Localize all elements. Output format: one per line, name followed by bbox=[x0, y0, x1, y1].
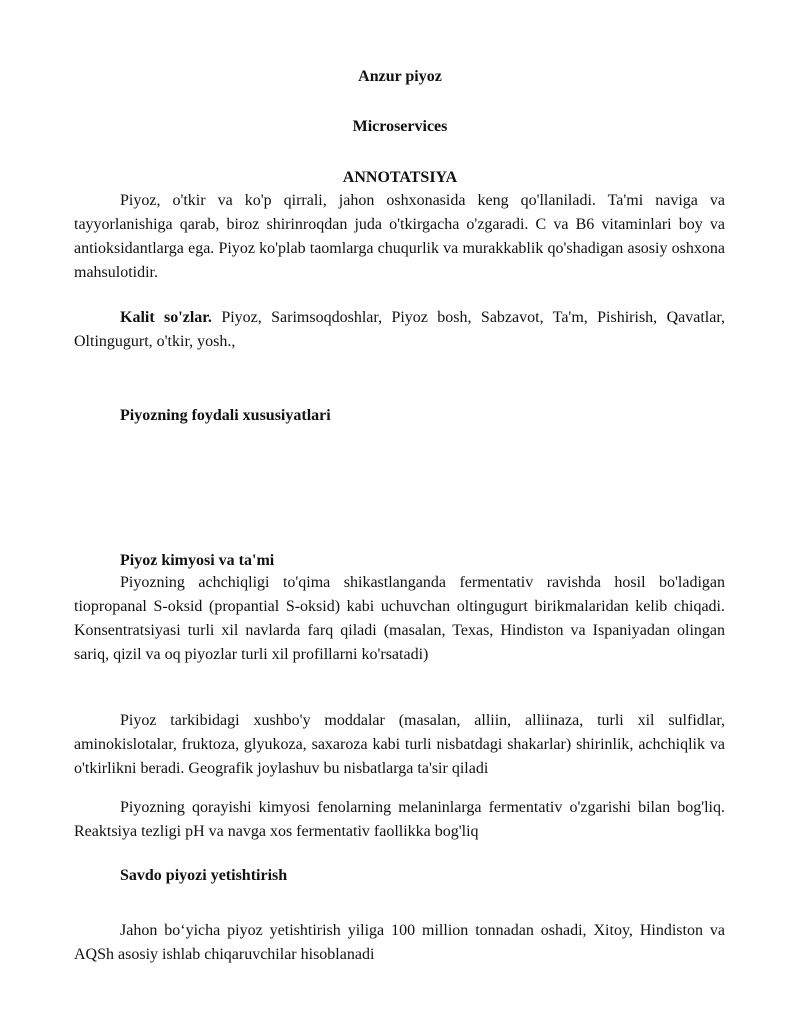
cultivation-paragraph: Jahon bo‘yicha piyoz yetishtirish yiliga 100 million tonnadan oshadi, Xitoy, Hindiston va AQSh asosiy ishlab chiqaruvchilar hisoblanadi bbox=[74, 922, 725, 963]
document-subtitle: Microservices bbox=[352, 118, 448, 135]
chemistry-paragraph-3: Piyozning qorayishi kimyosi fenolarning melaninlarga fermentativ o'zgarishi bilan bog'liq. Reaktsiya tezligi pH va navga xos fermentativ faollikka bog'liq bbox=[74, 799, 725, 840]
chemistry-paragraph-2: Piyoz tarkibidagi xushbo'y moddalar (masalan, alliin, alliinaza, turli xil sulfidlar, aminokislotalar, fruktoza, glyukoza, saxaroza kabi turli nisbatdagi shakarlar) shirinlik, achchiqlik va o'tkirlikni beradi. Geografik joylashuv bu nisbatlarga ta'sir qiladi bbox=[74, 712, 725, 777]
section-heading-benefits: Piyozning foydali xususiyatlari bbox=[120, 407, 331, 424]
keywords-label: Kalit so'zlar. bbox=[120, 309, 212, 326]
author-name: Anzur piyoz bbox=[358, 68, 442, 85]
annotation-heading: ANNOTATSIYA bbox=[342, 169, 458, 186]
annotation-paragraph: Piyoz, o'tkir va ko'p qirrali, jahon oshxonasida keng qo'llaniladi. Ta'mi naviga va tayyorlanishiga qarab, biroz shirinroqdan juda o'tkirgacha o'zgaradi. C va B6 vitaminlari boy va antioksidantlarga ega. Piyoz ko'plab taomlarga chuqurlik va murakkablik qo'shadigan asosiy oshxona mahsulotidir. bbox=[74, 192, 725, 281]
chemistry-paragraph-1: Piyozning achchiqligi to'qima shikastlanganda fermentativ ravishda hosil bo'ladigan tiopropanal S-oksid (propantial S-oksid) kabi uchuvchan oltingugurt birikmalaridan kelib chiqadi. Konsentratsiyasi turli xil navlarda farq qiladi (masalan, Texas, Hindiston va Ispaniyadan olingan sariq, qizil va oq piyozlar turli xil profillarni ko'rsatadi) bbox=[74, 574, 725, 663]
section-heading-cultivation: Savdo piyozi yetishtirish bbox=[120, 867, 288, 884]
keywords-text: Piyoz, Sarimsoqdoshlar, Piyoz bosh, Sabzavot, Ta'm, Pishirish, Qavatlar, Oltingugurt, o'tkir, yosh., bbox=[74, 309, 726, 350]
keywords-paragraph bbox=[74, 306, 725, 354]
section-heading-chemistry: Piyoz kimyosi va ta'mi bbox=[120, 552, 275, 569]
